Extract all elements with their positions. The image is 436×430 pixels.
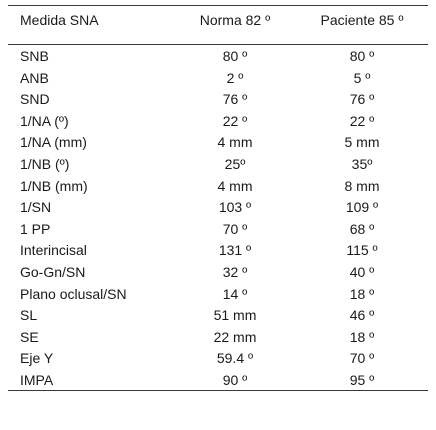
header-norma: Norma 82 º bbox=[199, 12, 271, 28]
cell-paciente: 35º bbox=[351, 155, 373, 172]
header-medida: Medida SNA bbox=[20, 12, 99, 28]
cell-medida: SND bbox=[20, 91, 50, 108]
cell-medida: Plano oclusal/SN bbox=[20, 285, 127, 302]
cell-paciente: 80 º bbox=[349, 48, 375, 64]
cell-norma: 14 º bbox=[222, 285, 248, 302]
cell-paciente: 5 mm bbox=[344, 134, 380, 151]
cell-norma: 51 mm bbox=[213, 307, 257, 324]
table-body bbox=[0, 44, 436, 390]
table-row bbox=[0, 66, 436, 88]
cell-medida: 1 PP bbox=[20, 220, 51, 237]
cell-paciente: 95 º bbox=[349, 371, 375, 388]
header-paciente: Paciente 85 º bbox=[320, 12, 404, 28]
cell-paciente: 8 mm bbox=[344, 177, 380, 194]
table-top-rule bbox=[8, 5, 428, 6]
table-row bbox=[0, 130, 436, 152]
cell-paciente: 5 º bbox=[353, 69, 371, 86]
cell-norma: 22 mm bbox=[213, 328, 257, 345]
cell-norma: 90 º bbox=[222, 371, 248, 388]
cell-norma: 76 º bbox=[222, 91, 248, 108]
table-row bbox=[0, 109, 436, 131]
cell-medida: Interincisal bbox=[20, 242, 87, 259]
cell-norma: 59.4 º bbox=[216, 350, 254, 367]
table-row bbox=[0, 238, 436, 260]
cell-norma: 32 º bbox=[222, 263, 248, 280]
cell-paciente: 18 º bbox=[349, 328, 375, 345]
cell-norma: 4 mm bbox=[217, 134, 253, 151]
cell-medida: Eje Y bbox=[20, 350, 54, 367]
cell-medida: 1/NA (º) bbox=[20, 112, 69, 129]
cell-paciente: 46 º bbox=[349, 307, 375, 324]
table-row bbox=[0, 44, 436, 66]
cell-medida: 1/SN bbox=[20, 199, 52, 216]
cell-norma: 70 º bbox=[222, 220, 248, 237]
cell-paciente: 70 º bbox=[349, 350, 375, 367]
cell-paciente: 109 º bbox=[345, 199, 379, 216]
cell-norma: 22 º bbox=[222, 112, 248, 129]
table-row bbox=[0, 152, 436, 174]
table-row bbox=[0, 346, 436, 368]
cell-medida: 1/NB (mm) bbox=[20, 177, 88, 194]
cell-medida: SL bbox=[20, 307, 38, 324]
table-row bbox=[0, 260, 436, 282]
cell-paciente: 76 º bbox=[349, 91, 375, 108]
cell-paciente: 22 º bbox=[349, 112, 375, 129]
cell-medida: ANB bbox=[20, 69, 49, 86]
table-row bbox=[0, 282, 436, 304]
cell-medida: 1/NB (º) bbox=[20, 155, 70, 172]
cell-norma: 80 º bbox=[222, 48, 248, 64]
cell-norma: 103 º bbox=[218, 199, 252, 216]
table-row bbox=[0, 195, 436, 217]
table-row bbox=[0, 325, 436, 347]
cell-paciente: 115 º bbox=[346, 242, 378, 259]
cell-paciente: 40 º bbox=[349, 263, 375, 280]
cell-norma: 2 º bbox=[226, 69, 244, 86]
cell-medida: SE bbox=[20, 328, 39, 345]
table-row bbox=[0, 368, 436, 390]
cell-norma: 4 mm bbox=[217, 177, 253, 194]
cell-medida: SNB bbox=[20, 48, 49, 64]
cell-paciente: 18 º bbox=[349, 285, 375, 302]
table-row bbox=[0, 217, 436, 239]
cell-norma: 25º bbox=[224, 155, 246, 172]
table-row bbox=[0, 174, 436, 196]
cell-medida: IMPA bbox=[20, 371, 54, 388]
cell-medida: 1/NA (mm) bbox=[20, 134, 87, 151]
table-row bbox=[0, 87, 436, 109]
table-header bbox=[0, 12, 436, 38]
table-row bbox=[0, 303, 436, 325]
table-bottom-rule bbox=[8, 390, 428, 391]
cell-paciente: 68 º bbox=[349, 220, 375, 237]
cell-norma: 131 º bbox=[218, 242, 252, 259]
cell-medida: Go-Gn/SN bbox=[20, 263, 86, 280]
